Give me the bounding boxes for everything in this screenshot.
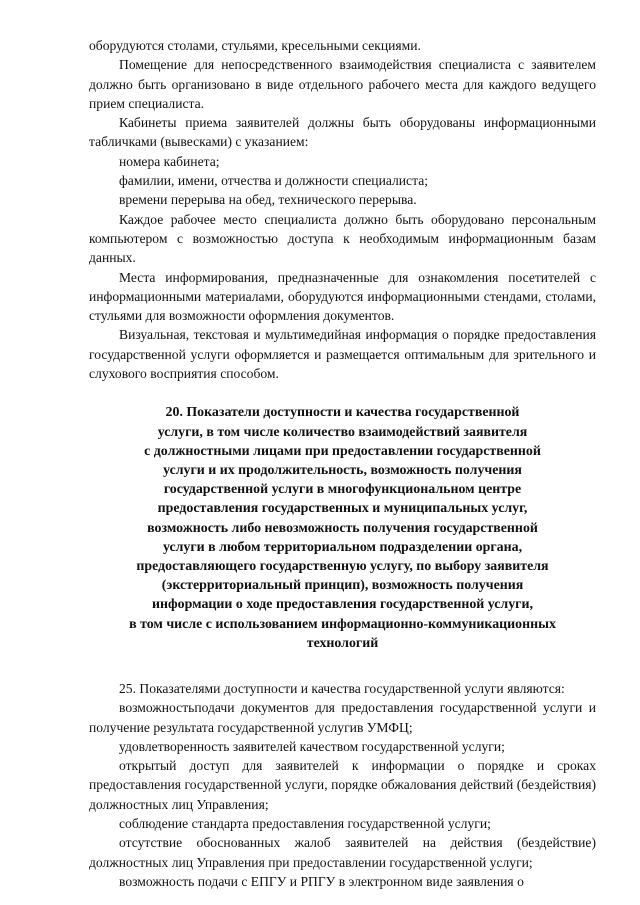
list-item-no-complaints: отсутствие обоснованных жалоб заявителей на действия (бездействие) должностных лиц Управления при предоставлении государственной услуги;	[89, 835, 596, 870]
section-heading-20	[89, 403, 596, 653]
spacer	[89, 653, 596, 679]
list-item-umfc: возможностьподачи документов для предоставления государственной услуги и получение результата государственной услугив УМФЦ;	[89, 700, 596, 735]
heading-line: предоставления государственных и муниципальных услуг,	[157, 501, 528, 517]
heading-line: информации о ходе предоставления государственной услуги,	[152, 597, 533, 613]
list-item-room-number: номера кабинета;	[119, 153, 220, 169]
heading-line: государственной услуги в многофункциональном центре	[163, 482, 522, 498]
heading-line: (экстерриториальный принцип), возможность получения	[161, 578, 524, 594]
heading-line: возможность либо невозможность получения государственной	[147, 520, 538, 536]
heading-line: технологий	[306, 635, 379, 651]
heading-line: услуги и их продолжительность, возможность получения	[163, 462, 522, 478]
list-item-satisfaction: удовлетворенность заявителей качеством государственной услуги;	[119, 738, 505, 754]
list-item-open-access: открытый доступ для заявителей к информации о порядке и сроках предоставления государственной услуги, порядке обжалования действий (бездействия) должностных лиц Управления;	[89, 758, 596, 812]
heading-line: 20. Показатели доступности и качества государственной	[165, 405, 520, 421]
paragraph-continuation: оборудуются столами, стульями, кресельными секциями.	[89, 38, 421, 53]
list-item-specialist-name: фамилии, имени, отчества и должности специалиста;	[119, 173, 429, 189]
paragraph-workplace: Каждое рабочее место специалиста должно быть оборудовано персональным компьютером с возможностью доступа к необходимым информационным базам данных.	[89, 211, 596, 266]
paragraph-offices: Кабинеты приема заявителей должны быть оборудованы информационными табличками (вывесками) с указанием:	[89, 115, 596, 150]
list-item-break-time: времени перерыва на обед, технического перерыва.	[119, 192, 417, 208]
heading-line: с должностными лицами при предоставлении государственной	[144, 443, 541, 459]
paragraph-info-places: Места информирования, предназначенные для ознакомления посетителей с информационными материалами, оборудуются информационными стендами, столами, стульями для возможности оформления документов.	[89, 269, 596, 324]
heading-line: услуги, в том числе количество взаимодействий заявителя	[157, 424, 528, 440]
paragraph-visual-info: Визуальная, текстовая и мультимедийная информация о порядке предоставления государственной услуги оформляется и размещается оптимальным для зрительного и слухового восприятия способом.	[89, 327, 596, 382]
heading-line: предоставляющего государственную услугу, по выбору заявителя	[136, 558, 549, 574]
paragraph-premises: Помещение для непосредственного взаимодействия специалиста с заявителем должно быть организовано в виде отдельного рабочего места для каждого ведущего прием специалиста.	[89, 57, 596, 111]
list-item-standard: соблюдение стандарта предоставления государственной услуги;	[119, 816, 491, 832]
document-page	[89, 36, 596, 891]
heading-line: услуги в любом территориальном подразделении органа,	[162, 539, 523, 555]
heading-line: в том числе с использованием информационно-коммуникационных	[129, 616, 556, 632]
list-item-epgu: возможность подачи с ЕПГУ и РПГУ в электронном виде заявления о	[119, 873, 524, 889]
paragraph-25: 25. Показателями доступности и качества государственной услуги являются:	[119, 680, 565, 696]
